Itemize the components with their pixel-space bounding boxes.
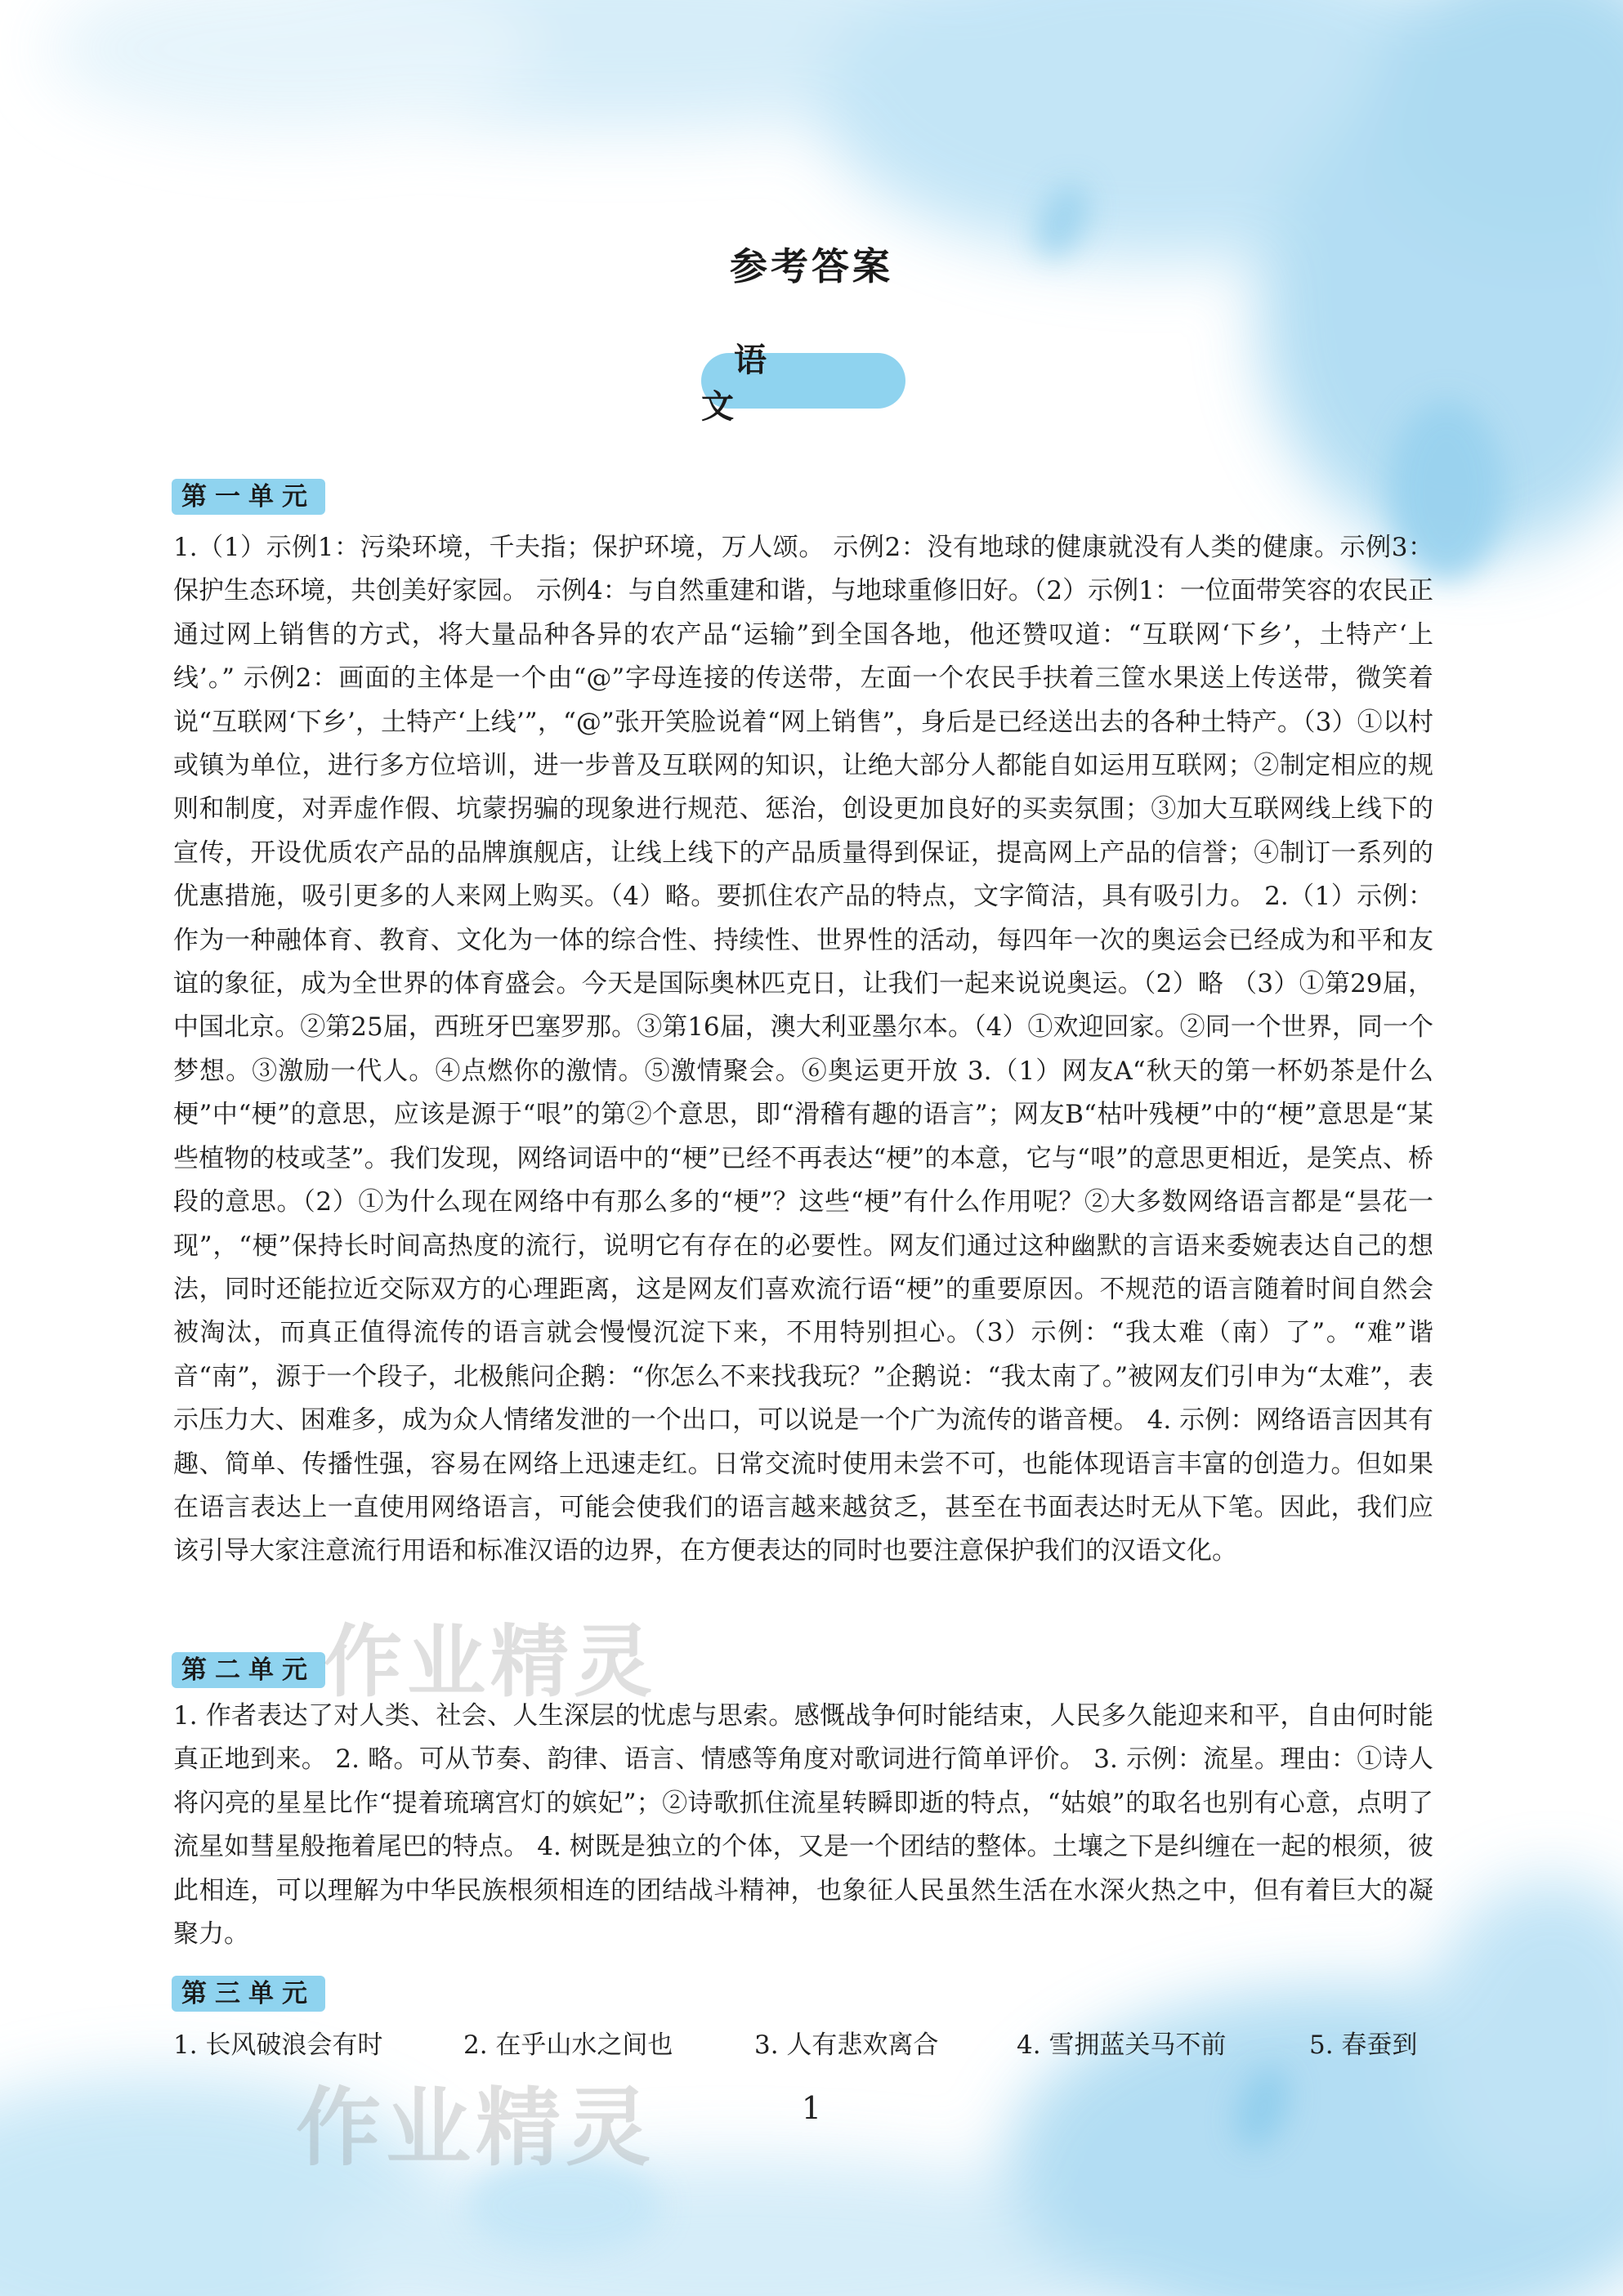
answer-item: 1. 长风破浪会有时 [173,2030,383,2060]
answer-item: 5. 春蚕到 [1309,2030,1418,2060]
answer-item: 4. 雪拥蓝关马不前 [1017,2030,1227,2060]
unit-2-label: 第二单元 [172,1652,325,1688]
unit-2-answers: 1. 作者表达了对人类、社会、人生深层的忧虑与思索。感慨战争何时能结束，人民多久能迎来和平，自由何时能真正地到来。 2. 略。可从节奏、韵律、语言、情感等角度对歌词进行简单评价。 3. 示例：流星。理由：①诗人将闪亮的星星比作“提着琉璃宫灯的嫔妃”；②诗歌抓住流星转瞬即逝的特点，“姑娘”的取名也别有心意，点明了流星如彗星般拖着尾巴的特点。 4. 树既是独立的个体，又是一个团结的整体。土壤之下是纠缠在一起的根须，彼此相连，可以理解为中华民族根须相连的团结战斗精神，也象征人民虽然生活在水深火热之中，但有着巨大的凝聚力。 [173,1701,1433,1950]
subject-badge: 语 文 [701,353,905,409]
watermark: 作业精灵 [324,1616,657,1708]
watermark: 作业精灵 [296,2078,656,2178]
page-number: 1 [801,2090,822,2126]
page-title: 参考答案 [730,244,893,288]
answer-item: 3. 人有悲欢离合 [754,2030,939,2060]
unit-3-label: 第三单元 [172,1976,325,2012]
answer-item: 2. 在乎山水之间也 [463,2030,673,2060]
unit-1-label: 第一单元 [172,479,325,515]
unit-1-answers: 1.（1）示例1：污染环境，千夫指；保护环境，万人颂。 示例2：没有地球的健康就没有人类的健康。示例3：保护生态环境，共创美好家园。 示例4：与自然重建和谐，与地球重修旧好。（2）示例1：一位面带笑容的农民正通过网上销售的方式，将大量品种各异的农产品“运输”到全国各地，他还赞叹道：“互联网‘下乡’，土特产‘上线’。” 示例2：画面的主体是一个由“@”字母连接的传送带，左面一个农民手扶着三筐水果送上传送带，微笑着说“互联网‘下乡’，土特产‘上线’”，“@”张开笑脸说着“网上销售”，身后是已经送出去的各种土特产。（3）①以村或镇为单位，进行多方位培训，进一步普及互联网的知识，让绝大部分人都能自如运用互联网；②制定相应的规则和制度，对弄虚作假、坑蒙拐骗的现象进行规范、惩治，创设更加良好的买卖氛围；③加大互联网线上线下的宣传，开设优质农产品的品牌旗舰店，让线上线下的产品质量得到保证，提高网上产品的信誉；④制订一系列的优惠措施，吸引更多的人来网上购买。（4）略。要抓住农产品的特点，文字简洁，具有吸引力。 2.（1）示例：作为一种融体育、教育、文化为一体的综合性、持续性、世界性的活动，每四年一次的奥运会已经成为和平和友谊的象征，成为全世界的体育盛会。今天是国际奥林匹克日，让我们一起来说说奥运。（2）略 （3）①第29届，中国北京。②第25届，西班牙巴塞罗那。③第16届，澳大利亚墨尔本。（4）①欢迎回家。②同一个世界，同一个梦想。③激励一代人。④点燃你的激情。⑤激情聚会。⑥奥运更开放 3.（1）网友A“秋天的第一杯奶茶是什么梗”中“梗”的意思，应该是源于“哏”的第②个意思，即“滑稽有趣的语言”；网友B“枯叶残梗”中的“梗”意思是“某些植物的枝或茎”。我们发现，网络词语中的“梗”已经不再表达“梗”的本意，它与“哏”的意思更相近，是笑点、桥段的意思。（2）①为什么现在网络中有那么多的“梗”？这些“梗”有什么作用呢？②大多数网络语言都是“昙花一现”，“梗”保持长时间高热度的流行，说明它有存在的必要性。网友们通过这种幽默的言语来委婉表达自己的想法，同时还能拉近交际双方的心理距离，这是网友们喜欢流行语“梗”的重要原因。不规范的语言随着时间自然会被淘汰，而真正值得流传的语言就会慢慢沉淀下来，不用特别担心。（3）示例：“我太难（南）了”。“难”谐音“南”，源于一个段子，北极熊问企鹅：“你怎么不来找我玩？”企鹅说：“我太南了。”被网友们引申为“太难”，表示压力大、困难多，成为众人情绪发泄的一个出口，可以说是一个广为流传的谐音梗。 4. 示例：网络语言因其有趣、简单、传播性强，容易在网络上迅速走红。日常交流时使用未尝不可，也能体现语言丰富的创造力。但如果在语言表达上一直使用网络语言，可能会使我们的语言越来越贫乏，甚至在书面表达时无从下笔。因此，我们应该引导大家注意流行用语和标准汉语的边界，在方便表达的同时也要注意保护我们的汉语文化。 [173,533,1433,1566]
